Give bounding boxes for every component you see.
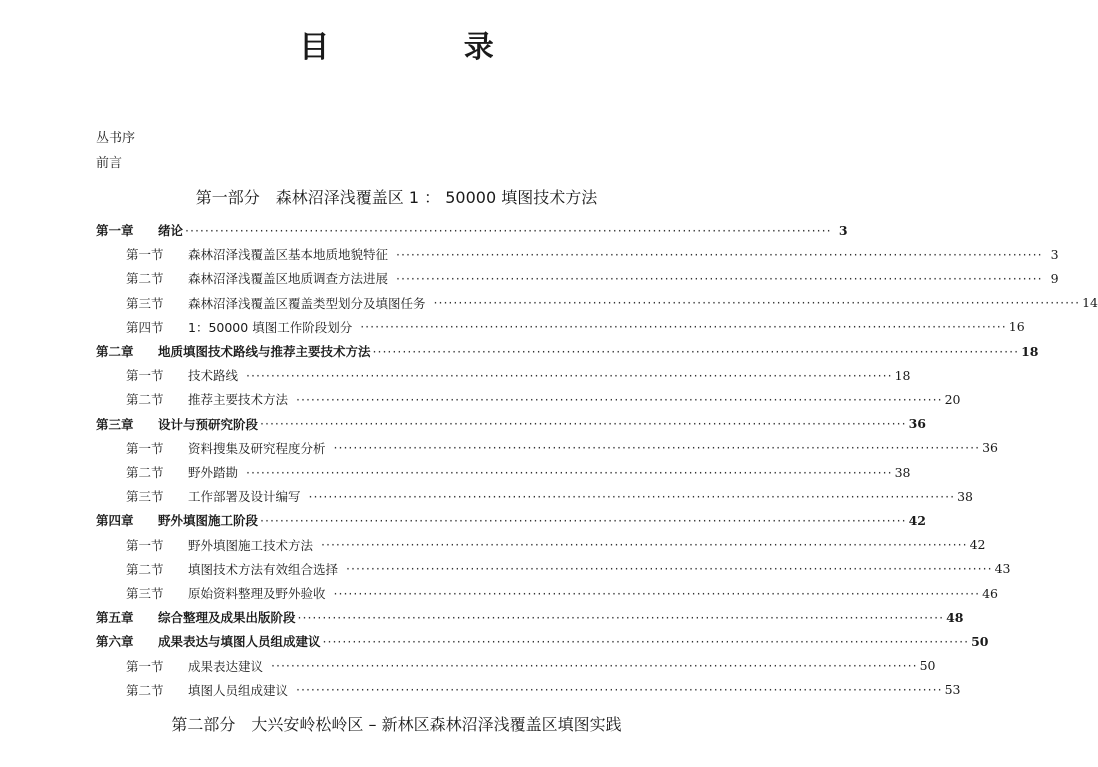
toc-dot-leader: ·································································································································· xyxy=(297,609,945,625)
toc-page-number: 42 xyxy=(969,537,986,553)
toc-entry-title: 野外填图施工技术方法 xyxy=(188,537,314,553)
toc-dot-leader: ·································································································································· xyxy=(321,537,968,553)
toc-entry-title: 工作部署及设计编写 xyxy=(188,489,301,505)
toc-entry-title: 森林沼泽浅覆盖区基本地质地貌特征 xyxy=(188,247,389,263)
toc-dot-leader: ·································································································································· xyxy=(372,343,1020,359)
toc-section-row xyxy=(126,438,998,458)
toc-section-row xyxy=(126,656,936,676)
toc-dot-leader: ·································································································································· xyxy=(396,246,1043,262)
front-matter-preface: 前言 xyxy=(96,156,123,171)
toc-entry-title: 填图技术方法有效组合选择 xyxy=(188,561,339,577)
toc-entry-title: 技术路线 xyxy=(188,368,239,384)
toc-dot-leader: ·································································································································· xyxy=(346,561,993,577)
toc-entry-number: 第二节 xyxy=(126,392,164,408)
part-heading-1: 第一部分 森林沼泽浅覆盖区 1 ： 50000 填图技术方法 xyxy=(195,188,598,207)
toc-entry-number: 第一节 xyxy=(126,368,164,384)
toc-entry-title: 森林沼泽浅覆盖区覆盖类型划分及填图任务 xyxy=(188,295,426,311)
toc-entry-number: 第二节 xyxy=(126,561,164,577)
toc-page-number: 43 xyxy=(994,561,1011,577)
toc-page-number: 3 xyxy=(1050,246,1059,262)
toc-page-number: 38 xyxy=(957,488,973,504)
toc-entry-number: 第二节 xyxy=(126,465,164,480)
toc-entry-title: 1：50000 填图工作阶段划分 xyxy=(188,319,353,335)
toc-chapter-row xyxy=(96,341,1039,361)
toc-dot-leader: ·································································································································· xyxy=(396,270,1043,286)
toc-dot-leader: ·································································································································· xyxy=(271,658,918,674)
toc-page-number: 18 xyxy=(1021,343,1039,359)
toc-entry-number: 第一节 xyxy=(126,247,164,263)
toc-page-number: 9 xyxy=(1050,270,1059,286)
toc-page-number: 50 xyxy=(919,658,936,674)
toc-dot-leader: ·································································································································· xyxy=(322,633,970,649)
toc-entry-title: 设计与预研究阶段 xyxy=(158,416,259,432)
toc-page-number: 42 xyxy=(908,512,926,528)
toc-page-number: 38 xyxy=(894,464,911,480)
toc-entry-number: 第三节 xyxy=(126,295,164,311)
toc-entry-title: 野外踏勘 xyxy=(188,465,239,480)
toc-page-number: 3 xyxy=(838,222,848,238)
toc-entry-title: 综合整理及成果出版阶段 xyxy=(158,610,296,626)
toc-entry-title: 填图人员组成建议 xyxy=(188,682,289,698)
toc-dot-leader: ·································································································································· xyxy=(260,512,907,528)
toc-entry-title: 地质填图技术路线与推荐主要技术方法 xyxy=(158,344,371,359)
toc-entry-title: 野外填图施工阶段 xyxy=(158,513,259,529)
toc-section-row xyxy=(126,583,998,603)
toc-dot-leader: ·································································································································· xyxy=(185,222,832,238)
front-matter-series-preface: 丛书序 xyxy=(96,131,136,146)
toc-section-row xyxy=(126,244,1059,264)
toc-page-number: 48 xyxy=(946,609,964,625)
toc-section-row xyxy=(126,486,973,506)
toc-section-row xyxy=(126,389,961,409)
toc-entry-number: 第三节 xyxy=(126,489,164,505)
toc-dot-leader: ·································································································································· xyxy=(308,488,956,504)
toc-entry-number: 第二节 xyxy=(126,271,164,287)
toc-page-number: 36 xyxy=(982,440,998,456)
toc-entry-number: 第一章 xyxy=(96,223,134,238)
toc-entry-title: 原始资料整理及野外验收 xyxy=(188,586,326,601)
page-title: 目 录 xyxy=(299,30,556,65)
toc-section-row xyxy=(126,535,986,555)
toc-page-number: 53 xyxy=(944,682,961,698)
toc-entry-title: 成果表达建议 xyxy=(188,658,264,674)
toc-section-row xyxy=(126,365,911,385)
toc-page-number: 46 xyxy=(982,585,998,601)
toc-chapter-row xyxy=(96,510,926,530)
toc-page-number: 36 xyxy=(908,416,926,432)
toc-entry-number: 第六章 xyxy=(96,634,134,650)
toc-page-number: 20 xyxy=(944,391,961,407)
toc-entry-number: 第四节 xyxy=(126,319,164,335)
toc-dot-leader: ·································································································································· xyxy=(433,295,1081,311)
toc-chapter-row xyxy=(96,220,848,240)
toc-entry-number: 第二节 xyxy=(126,682,164,698)
toc-dot-leader: ·································································································································· xyxy=(333,585,981,601)
toc-section-row xyxy=(126,680,961,700)
toc-dot-leader: ·································································································································· xyxy=(360,319,1007,335)
toc-dot-leader: ·································································································································· xyxy=(246,464,893,480)
toc-entry-title: 资料搜集及研究程度分析 xyxy=(188,440,326,456)
toc-entry-number: 第一节 xyxy=(126,440,164,456)
toc-section-row xyxy=(126,462,911,482)
toc-section-row xyxy=(126,293,1098,313)
toc-dot-leader: ·································································································································· xyxy=(260,416,907,432)
toc-entry-title: 推荐主要技术方法 xyxy=(188,392,289,408)
toc-entry-number: 第三章 xyxy=(96,416,134,432)
toc-entry-number: 第三节 xyxy=(126,586,164,601)
toc-page-number: 50 xyxy=(971,633,989,649)
toc-entry-title: 成果表达与填图人员组成建议 xyxy=(158,634,321,650)
toc-chapter-row xyxy=(96,414,926,434)
toc-page-number: 14 xyxy=(1082,295,1098,311)
toc-section-row xyxy=(126,559,1011,579)
toc-entry-number: 第二章 xyxy=(96,344,134,359)
toc-chapter-row xyxy=(96,631,989,651)
toc-dot-leader: ·································································································································· xyxy=(296,391,943,407)
toc-page-number: 16 xyxy=(1008,319,1025,335)
toc-entry-title: 森林沼泽浅覆盖区地质调查方法进展 xyxy=(188,271,389,287)
toc-entry-number: 第五章 xyxy=(96,610,134,626)
toc-chapter-row xyxy=(96,607,964,627)
toc-dot-leader: ·································································································································· xyxy=(333,440,981,456)
toc-section-row xyxy=(126,317,1025,337)
part-heading-2: 第二部分 大兴安岭松岭区 – 新林区森林沼泽浅覆盖区填图实践 xyxy=(171,715,622,734)
toc-dot-leader: ·································································································································· xyxy=(296,682,943,698)
toc-section-row xyxy=(126,268,1059,288)
toc-entry-title: 绪论 xyxy=(158,223,184,238)
toc-entry-number: 第一节 xyxy=(126,537,164,553)
toc-entry-number: 第一节 xyxy=(126,658,164,674)
toc-entry-number: 第四章 xyxy=(96,513,134,529)
toc-page-number: 18 xyxy=(894,367,911,383)
toc-dot-leader: ·································································································································· xyxy=(246,367,893,383)
